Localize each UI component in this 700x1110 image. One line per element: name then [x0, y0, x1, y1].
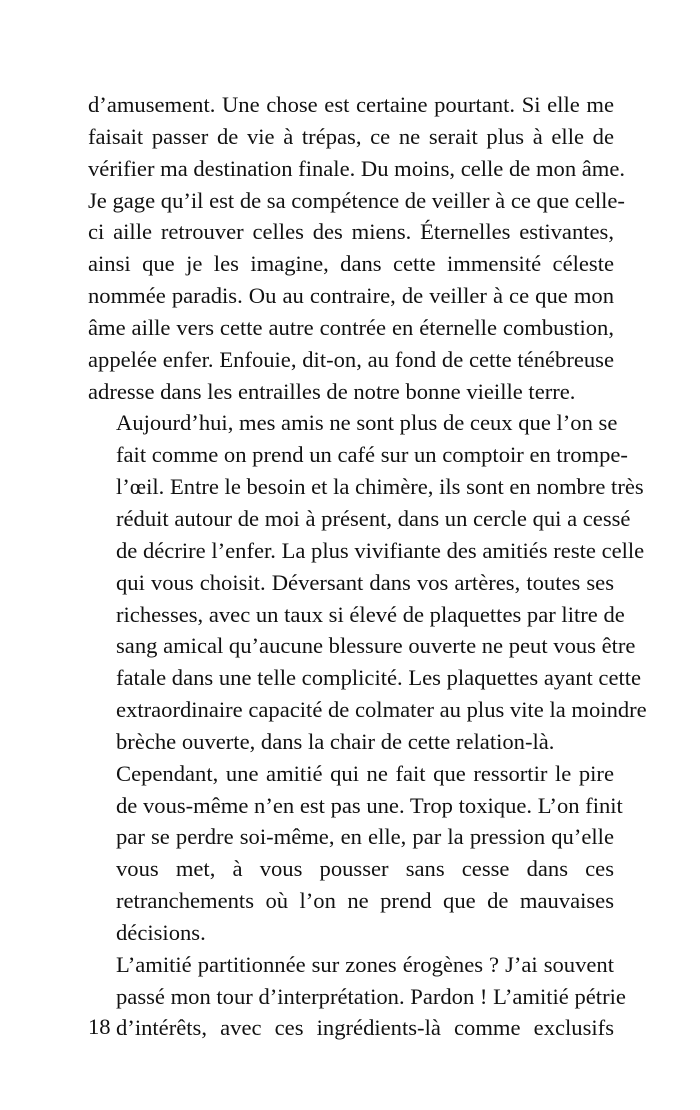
text-line: ci aille retrouver celles des miens. Éternelles estivantes,	[88, 219, 614, 245]
text-line: richesses, avec un taux si élevé de plaquettes par litre de	[116, 601, 625, 627]
text-line: vérifier ma destination finale. Du moins, celle de mon âme.	[88, 155, 626, 181]
text-line: de décrire l’enfer. La plus vivifiante des amitiés reste celle	[116, 537, 645, 563]
text-line: Aujourd’hui, mes amis ne sont plus de ceux que l’on se	[116, 410, 618, 436]
text-line: adresse dans les entrailles de notre bonne vieille terre.	[88, 378, 576, 404]
text-line: fait comme on prend un café sur un comptoir en trompe-	[116, 442, 628, 468]
text-line: Je gage qu’il est de sa compétence de veiller à ce que celle-	[88, 187, 625, 213]
paragraph	[88, 949, 626, 1045]
text-line: extraordinaire capacité de colmater au plus vite la moindre	[116, 697, 647, 723]
text-line: Cependant, une amitié qui ne fait que ressortir le pire	[116, 760, 614, 786]
text-line: réduit autour de moi à présent, dans un cercle qui a cessé	[116, 505, 631, 531]
text-line: sang amical qu’aucune blessure ouverte ne peut vous être	[116, 633, 636, 659]
text-line: fatale dans une telle complicité. Les plaquettes ayant cette	[116, 665, 642, 691]
text-line: passé mon tour d’interprétation. Pardon ! L’amitié pétrie	[116, 983, 626, 1009]
text-line: âme aille vers cette autre contrée en éternelle combustion,	[88, 314, 614, 340]
body-text	[88, 89, 647, 1044]
text-line: décisions.	[116, 919, 206, 945]
text-line: brèche ouverte, dans la chair de cette relation-là.	[116, 728, 555, 754]
paragraph	[88, 758, 623, 949]
text-line: nommée paradis. Ou au contraire, de veiller à ce que mon	[88, 283, 614, 309]
text-line: d’intérêts, avec ces ingrédients-là comme exclusifs	[116, 1015, 614, 1041]
text-line: vous met, à vous pousser sans cesse dans ces	[116, 856, 614, 882]
text-line: d’amusement. Une chose est certaine pourtant. Si elle me	[88, 92, 614, 117]
paragraph	[88, 407, 647, 757]
text-line: appelée enfer. Enfouie, dit-on, au fond de cette ténébreuse	[88, 346, 614, 372]
page-number: 18	[88, 1014, 111, 1039]
text-line: qui vous choisit. Déversant dans vos artères, toutes ses	[116, 569, 614, 595]
text-line: L’amitié partitionnée sur zones érogènes ? J’ai souvent	[116, 951, 614, 977]
text-line: l’œil. Entre le besoin et la chimère, ils sont en nombre très	[116, 474, 644, 500]
text-line: par se perdre soi-même, en elle, par la pression qu’elle	[116, 824, 614, 850]
text-line: retranchements où l’on ne prend que de mauvaises	[116, 888, 614, 914]
paragraph	[88, 89, 626, 407]
text-line: faisait passer de vie à trépas, ce ne serait plus à elle de	[88, 123, 614, 149]
text-line: ainsi que je les imagine, dans cette immensité céleste	[88, 251, 614, 277]
text-line: de vous-même n’en est pas une. Trop toxique. L’on finit	[116, 792, 623, 818]
